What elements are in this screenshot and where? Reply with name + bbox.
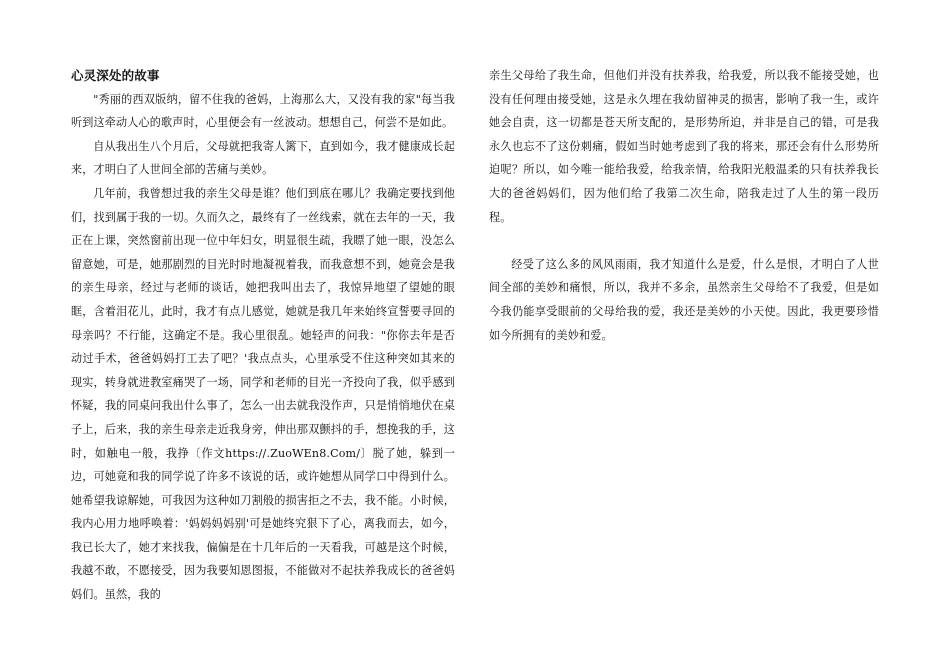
paragraph: 几年前，我曾想过我的亲生父母是谁？他们到底在哪儿？我确定要找到他们，找到属于我的一切。久而久之，最终有了一丝线索，就在去年的一天，我正在上课，突然窗前出现一位中年妇女，明显很生疏，我瞟了她一眼，没怎么留意她，可是，她那剧烈的目光时时地凝视着我，而我意想不到，她竟会是我的亲生母亲，经过与老师的谈话，她把我叫出去了，我惊异地望了望她的眼眶，含着泪花儿，此时，我才有点儿感觉，她就是我几年来始终宣誓要寻回的母亲吗？不行能，这确定不是。我心里很乱。她轻声的问我："你你去年是否动过手术，爸爸妈妈打工去了吧？'我点点头，心里承受不住这种突如其来的现实，转身就进教室痛哭了一场，同学和老师的目光一齐投向了我，似乎感到怀疑，我的同桌问我出什么事了，怎么一出去就我没作声，只是悄悄地伏在桌子上，后来，我的亲生母亲走近我身旁，伸出那双颤抖的手，想挽我的手，这时，如触电一般，我挣〔作文https://.ZuoWEn8.Com/〕脱了她，躲到一边，可她竟和我的同学说了许多不该说的话，或许她想从同学口中得到什么。她希望我谅解她，可我因为这种如刀割般的损害拒之不去，我不能。小时候，我内心用力地呼唤着：'妈妈妈妈别'可是她终究狠下了心，离我而去，如今，我已长大了，她才来找我，偏偏是在十几年后的一天看我，可越是这个时候，我越不敢，不愿接受，因为我要知恩图报，不能做对不起扶养我成长的爸爸妈妈们。虽然，我的: [71, 186, 455, 602]
paragraph-gap: [489, 229, 879, 253]
paragraph-continued: 亲生父母给了我生命，但他们并没有扶养我，给我爱，所以我不能接受她，也没有任何理由接受她，这是永久埋在我幼留神灵的损害，影响了我一生，或许她会自责，这一切都是苍天所支配的，是形势所迫，并非是自己的错，可是我永久也忘不了这份刺痛，假如当时她考虑到了我的将来，那还会有什么形势所迫呢？所以，如今唯一能给我爱，给我亲情，给我阳光般温柔的只有扶养我长大的爸爸妈妈们，因为他们给了我第二次生命，陪我走过了人生的第一段历程。: [489, 69, 879, 224]
left-column: [71, 64, 455, 607]
paragraph: 自从我出生八个月后，父母就把我寄人篱下，直到如今，我才健康成长起来，才明白了人世间全部的苦痛与美妙。: [71, 139, 455, 177]
paragraph: 经受了这么多的风风雨雨，我才知道什么是爱，什么是恨，才明白了人世间全部的美妙和痛恨，所以，我并不多余，虽然亲生父母给不了我爱，但是如今我仍能享受眼前的父母给我的爱，我还是美妙的小天使。因此，我更要珍惜如今所拥有的美妙和爱。: [489, 257, 879, 342]
paragraph: "秀丽的西双版纳，留不住我的爸妈，上海那么大，又没有我的家"每当我听到这牵动人心的歌声时，心里便会有一丝波动。想想自己，何尝不是如此。: [71, 92, 455, 130]
right-column: [489, 64, 879, 347]
essay-title: 心灵深处的故事: [71, 68, 160, 83]
